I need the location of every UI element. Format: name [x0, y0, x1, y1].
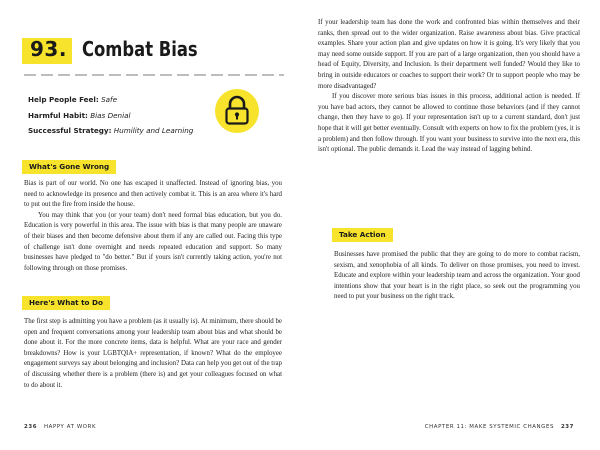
dashed-divider [24, 74, 284, 76]
summary-label: Successful Strategy: [28, 126, 112, 135]
summary-row [28, 123, 193, 139]
summary-label: Help People Feel: [28, 95, 99, 104]
paragraph: You may think that you (or your team) don't need formal bias education, but you do. Education is very powerful in this area. The issue with bias is that many people are unaware of their biases and then become defensive about them if any are called out. Facing this type of challenge isn't done overnight and needs repeated education and support. So many businesses have pledged to "do better." But if yours isn't currently taking action, you're not following through on those promises. [24, 211, 282, 272]
summary-value: Safe [101, 95, 117, 104]
section-body-whats-gone-wrong [24, 179, 282, 274]
summary-value: Bias Denial [90, 110, 131, 120]
paragraph: If you discover more serious bias issues in this process, additional action is needed. If you have bad actors, they cannot be allowed to continue those behaviors (and if they cannot change, then they have to go). If your representation isn't up to a current standard, don't just hope that it will get better eventually. Consult with experts on how to fix the problem (yes, it is a problem) and then follow through. If you want your business to survive into the next era, this isn't optional. The public demands it. Lead the way instead of lagging behind. [318, 93, 580, 154]
page-number: 236 [24, 424, 38, 430]
right-folio [425, 424, 574, 430]
running-head: HAPPY AT WORK [44, 424, 97, 430]
section-body-take-action [334, 250, 580, 303]
section-heading-whats-gone-wrong: What's Gone Wrong [22, 160, 116, 174]
right-page-top-text [318, 18, 580, 156]
section-heading-heres-what-to-do: Here's What to Do [22, 296, 110, 310]
left-folio [24, 424, 96, 430]
section-heading-take-action: Take Action [332, 228, 393, 242]
summary-row [28, 92, 193, 108]
page-number: 237 [560, 424, 574, 430]
paragraph: Businesses have promised the public that they are going to do more to combat racism, sexism, and xenophobia of all kinds. To deliver on those promises, you need to invest. Educate and explore within your leadership team and across the organization. Your good intentions show that your heart is in the right place, so seek out the programming you need to put your business on the right track. [334, 251, 580, 301]
paragraph: The first step is admitting you have a problem (as it usually is). At minimum, there should be open and frequent conversations among your leadership team about bias and what should be done about it. For the more concrete items, data is helpful. What are your race and gender breakdowns? How is your LGBTQIA+ representation, if known? What do the employee engagement surveys say about belonging and inclusion? Data can help you get out of the trap of discussing whether there is a problem (there is) and get your colleagues focused on what to do about it. [24, 318, 282, 389]
running-head: CHAPTER 11: MAKE SYSTEMIC CHANGES [424, 424, 554, 430]
chapter-summary [28, 92, 193, 139]
summary-row [28, 108, 193, 124]
right-page [300, 0, 600, 450]
paragraph: If your leadership team has done the work and confronted bias within themselves and their ranks, then spread out to the wider organization. Raise awareness about bias. Give practical examples. Share your action plan and give updates on how it is going. It's very likely that you may need some outside support. If you are part of a large organization, then you should have a head of Equity, Diversity, and Inclusion. Is their department well funded? Would they like to bring in outside educators or coaches to support their work? Or to support people who may be more disadvantaged? [318, 19, 580, 90]
chapter-title: Combat Bias [82, 37, 198, 61]
summary-value: Humility and Learning [113, 126, 194, 135]
summary-label: Harmful Habit: [28, 110, 88, 120]
paragraph: Bias is part of our world. No one has escaped it unaffected. Instead of ignoring bias, you need to acknowledge its presence and then actively combat it. This is an area where it's hard to put out the fire from inside the house. [24, 180, 282, 209]
chapter-number: 93. [30, 37, 67, 61]
section-body-heres-what-to-do [24, 317, 282, 391]
lock-icon [214, 88, 260, 134]
